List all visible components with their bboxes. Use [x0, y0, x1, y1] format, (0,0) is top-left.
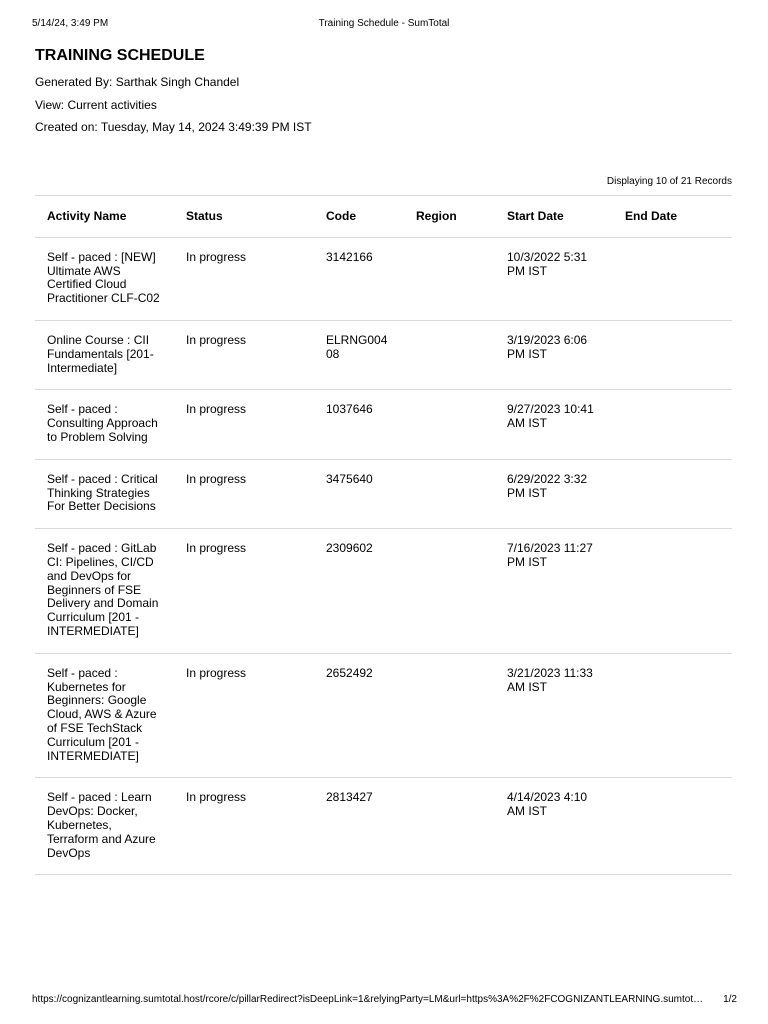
activity-name-cell-line: Intermediate]: [47, 360, 118, 375]
activity-name-cell-line: INTERMEDIATE]: [47, 748, 139, 763]
end-date-cell: [613, 459, 732, 528]
activity-name-cell: [35, 390, 174, 459]
start-date-cell: [495, 653, 613, 778]
status-cell: In progress: [174, 653, 314, 778]
view-filter: View: Current activities: [35, 97, 157, 112]
report-header: [35, 46, 732, 134]
status-cell: In progress: [174, 778, 314, 875]
generated-by: Generated By: Sarthak Singh Chandel: [35, 75, 240, 89]
table-row: [35, 653, 732, 778]
start-date-cell-line: AM IST: [507, 804, 548, 819]
code-cell-line: 2309602: [326, 541, 373, 556]
status-cell: In progress: [174, 320, 314, 389]
activity-name-cell-line: Beginners of FSE: [47, 582, 142, 597]
end-date-cell: [613, 390, 732, 459]
code-cell: [314, 529, 404, 654]
end-date-cell: [613, 778, 732, 875]
activity-name-cell-line: Certified Cloud: [47, 277, 127, 292]
records-count: Displaying 10 of 21 Records: [606, 176, 732, 187]
start-date-cell: [495, 529, 613, 654]
code-cell-line: 1037646: [326, 402, 373, 417]
start-date-cell-line: PM IST: [507, 554, 548, 569]
activity-name-cell-line: Curriculum [201 -: [47, 734, 140, 749]
column-header-code[interactable]: Code: [314, 196, 404, 238]
start-date-cell: [495, 237, 613, 320]
activity-name-cell-line: For Better Decisions: [47, 499, 156, 514]
activity-name-cell-line: Self - paced : GitLab: [47, 541, 157, 556]
table-row: [35, 778, 732, 875]
start-date-cell: [495, 320, 613, 389]
activity-name-cell-line: DevOps: Docker,: [47, 804, 138, 819]
region-cell: [404, 459, 495, 528]
start-date-cell-line: PM IST: [507, 346, 548, 361]
status-cell: In progress: [174, 459, 314, 528]
training-table: [35, 195, 732, 875]
code-cell-line: 08: [326, 346, 340, 361]
activity-name-cell-line: Cloud, AWS & Azure: [47, 707, 157, 722]
end-date-cell: [613, 529, 732, 654]
activity-name-cell: [35, 459, 174, 528]
end-date-cell: [613, 320, 732, 389]
print-url: https://cognizantlearning.sumtotal.host/rcore/c/pillarRedirect?isDeepLink=1&relyingParty=LM&url=https%3A%2F%2FCOGNIZANTLEARNING.sumtot…: [32, 994, 704, 1005]
column-header-status[interactable]: Status: [174, 196, 314, 238]
start-date-cell-line: 9/27/2023 10:41: [507, 402, 594, 417]
table-row: [35, 390, 732, 459]
region-cell: [404, 390, 495, 459]
column-header-region[interactable]: Region: [404, 196, 495, 238]
activity-name-cell-line: Online Course : CII: [47, 332, 150, 347]
activity-name-cell-line: Thinking Strategies: [47, 485, 150, 500]
status-cell: In progress: [174, 529, 314, 654]
start-date-cell-line: 3/19/2023 6:06: [507, 332, 588, 347]
status-cell: In progress: [174, 390, 314, 459]
activity-name-cell-line: Self - paced : [NEW]: [47, 249, 156, 264]
activity-name-cell-line: Self - paced : Critical: [47, 471, 158, 486]
activity-name-cell-line: of FSE TechStack: [47, 720, 143, 735]
start-date-cell-line: 6/29/2022 3:32: [507, 471, 588, 486]
start-date-cell: [495, 778, 613, 875]
table-row: [35, 320, 732, 389]
end-date-cell: [613, 653, 732, 778]
start-date-cell-line: AM IST: [507, 679, 548, 694]
code-cell-line: 3142166: [326, 249, 373, 264]
table-header-row: [35, 196, 732, 238]
activity-name-cell-line: Self - paced :: [47, 402, 118, 417]
activity-name-cell: [35, 778, 174, 875]
print-footer: [32, 994, 737, 1008]
activity-name-cell-line: Practitioner CLF-C02: [47, 291, 160, 306]
activity-name-cell-line: Self - paced :: [47, 665, 118, 680]
activity-name-cell: [35, 237, 174, 320]
code-cell-line: 3475640: [326, 471, 373, 486]
start-date-cell-line: 3/21/2023 11:33: [507, 665, 593, 680]
activity-name-cell-line: Beginners: Google: [47, 693, 147, 708]
status-cell: In progress: [174, 237, 314, 320]
code-cell-line: ELRNG004: [326, 332, 388, 347]
table-body: [35, 237, 732, 875]
region-cell: [404, 653, 495, 778]
code-cell: [314, 459, 404, 528]
start-date-cell-line: PM IST: [507, 263, 548, 278]
activity-name-cell-line: DevOps: [47, 845, 91, 860]
activity-name-cell-line: and DevOps for: [47, 568, 132, 583]
code-cell-line: 2813427: [326, 790, 373, 805]
start-date-cell: [495, 459, 613, 528]
region-cell: [404, 529, 495, 654]
activity-name-cell-line: Self - paced : Learn: [47, 790, 152, 805]
print-datetime: 5/14/24, 3:49 PM: [32, 18, 109, 29]
start-date-cell-line: 10/3/2022 5:31: [507, 249, 588, 264]
page-number: 1/2: [723, 994, 737, 1005]
activity-name-cell-line: Curriculum [201 -: [47, 610, 140, 625]
activity-name-cell-line: Kubernetes,: [47, 817, 112, 832]
activity-name-cell: [35, 529, 174, 654]
activity-name-cell-line: Delivery and Domain: [47, 596, 159, 611]
code-cell: [314, 778, 404, 875]
start-date-cell-line: 7/16/2023 11:27: [507, 541, 593, 556]
activity-name-cell-line: to Problem Solving: [47, 429, 148, 444]
column-header-end-date[interactable]: End Date: [613, 196, 732, 238]
created-on: Created on: Tuesday, May 14, 2024 3:49:39 PM IST: [35, 120, 312, 134]
region-cell: [404, 320, 495, 389]
table-row: [35, 237, 732, 320]
start-date-cell: [495, 390, 613, 459]
activity-name-cell-line: Terraform and Azure: [47, 831, 156, 846]
code-cell: [314, 653, 404, 778]
activity-name-cell-line: Consulting Approach: [47, 416, 158, 431]
code-cell: [314, 237, 404, 320]
activity-name-cell-line: INTERMEDIATE]: [47, 623, 139, 638]
print-header: [32, 18, 736, 32]
activity-name-cell-line: CI: Pipelines, CI/CD: [47, 554, 154, 569]
activity-name-cell-line: Fundamentals [201-: [47, 346, 154, 361]
end-date-cell: [613, 237, 732, 320]
activity-name-cell-line: Ultimate AWS: [47, 263, 121, 278]
report-title: TRAINING SCHEDULE: [35, 47, 205, 64]
table-row: [35, 529, 732, 654]
activity-name-cell: [35, 653, 174, 778]
start-date-cell-line: AM IST: [507, 416, 548, 431]
code-cell: [314, 390, 404, 459]
region-cell: [404, 778, 495, 875]
activity-name-cell: [35, 320, 174, 389]
activity-name-cell-line: Kubernetes for: [47, 679, 126, 694]
code-cell: [314, 320, 404, 389]
table-row: [35, 459, 732, 528]
print-page-title: Training Schedule - SumTotal: [318, 18, 450, 29]
start-date-cell-line: PM IST: [507, 485, 548, 500]
start-date-cell-line: 4/14/2023 4:10: [507, 790, 588, 805]
column-header-activity-name[interactable]: Activity Name: [35, 196, 174, 238]
code-cell-line: 2652492: [326, 665, 373, 680]
region-cell: [404, 237, 495, 320]
column-header-start-date[interactable]: Start Date: [495, 196, 613, 238]
